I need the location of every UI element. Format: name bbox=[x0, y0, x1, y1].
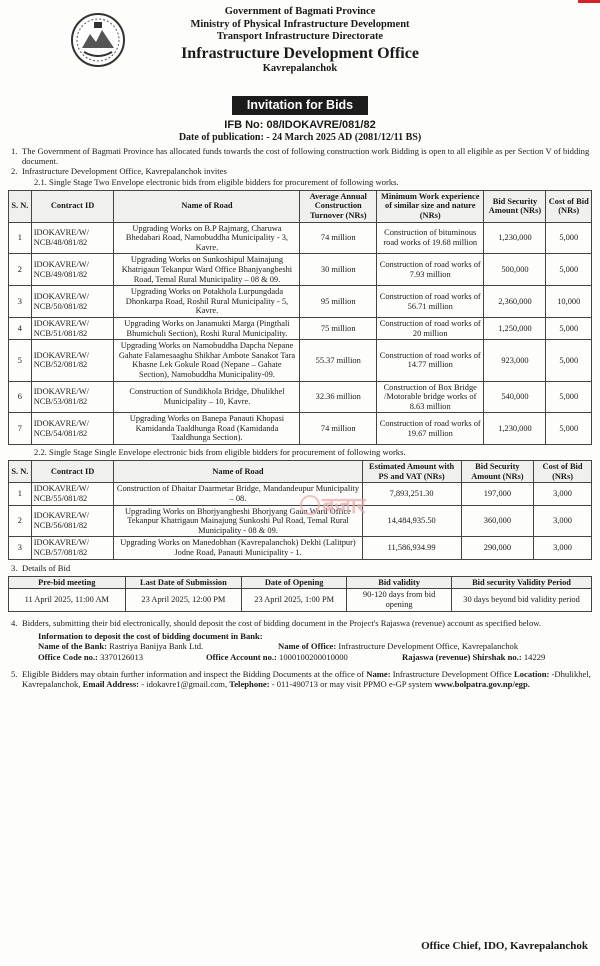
table-row bbox=[9, 340, 592, 381]
table-row bbox=[9, 505, 592, 537]
paragraph-5 bbox=[8, 669, 592, 689]
table-row bbox=[9, 381, 592, 413]
table-cell: 1,230,000 bbox=[484, 222, 546, 254]
table-cell: 7 bbox=[9, 413, 32, 445]
column-header: Estimated Amount with PS and VAT (NRs) bbox=[362, 461, 461, 483]
table-cell: 5,000 bbox=[546, 222, 592, 254]
table-cell: 10,000 bbox=[546, 286, 592, 318]
email-value: - idokavre1@gmail.com, bbox=[139, 678, 230, 689]
para-text: Details of Bid bbox=[22, 562, 71, 573]
table-header-row bbox=[9, 461, 592, 483]
table-cell: 2 bbox=[9, 254, 32, 286]
para-text: Infrastructure Development Office, Kavrepalanchok invites bbox=[22, 166, 227, 177]
table-cell: 5,000 bbox=[546, 340, 592, 381]
table-cell: Construction of road works of 20 million bbox=[376, 317, 484, 339]
para-number: 5. bbox=[11, 668, 18, 679]
bank-row-1 bbox=[38, 641, 592, 652]
email-label: Email Address: bbox=[82, 678, 140, 689]
para-number: 2. bbox=[11, 166, 18, 177]
table-cell: Upgrading Works on B.P Rajmarg, Charuwa Bhedabari Road, Namobuddha Municipality - 3, Kavre. bbox=[114, 222, 300, 254]
directorate-name: Transport Infrastructure Directorate bbox=[216, 31, 384, 42]
table-cell: 3,000 bbox=[534, 537, 592, 559]
table-cell: 923,000 bbox=[484, 340, 546, 381]
table-cell: IDOKAVRE/W/ NCB/55/081/82 bbox=[31, 483, 114, 505]
para-number: 3. bbox=[11, 562, 18, 573]
table-cell: 5 bbox=[9, 340, 32, 381]
invitation-banner: Invitation for Bids bbox=[232, 96, 368, 115]
name-label: Name: bbox=[366, 668, 391, 679]
ifb-number: IFB No: 08/IDOKAVRE/081/82 bbox=[224, 119, 376, 131]
paragraph-1 bbox=[8, 146, 592, 166]
column-header: Bid validity bbox=[347, 576, 452, 589]
egp-link[interactable]: www.bolpatra.gov.np/egp. bbox=[434, 678, 530, 689]
table-cell: 500,000 bbox=[484, 254, 546, 286]
table-cell: 290,000 bbox=[461, 537, 533, 559]
table-cell: Construction of road works of 56.71 million bbox=[376, 286, 484, 318]
bank-name-value: Rastriya Banijya Bank Ltd. bbox=[109, 641, 204, 652]
table-cell: 23 April 2025, 12:00 PM bbox=[125, 589, 242, 611]
header bbox=[8, 6, 592, 92]
signature-line: Office Chief, IDO, Kavrepalanchok bbox=[421, 940, 588, 952]
table-cell: 32.36 million bbox=[300, 381, 376, 413]
table-cell: Upgrading Works on Potakhola Lurpungdada Dhonkarpa Road, Roshil Rural Municipality - 5, Kavre. bbox=[114, 286, 300, 318]
column-header: Cost of Bid (NRs) bbox=[546, 190, 592, 222]
gov-name: Government of Bagmati Province bbox=[224, 6, 376, 17]
table-cell: 1,230,000 bbox=[484, 413, 546, 445]
office-code-label: Office Code no.: bbox=[38, 651, 98, 662]
column-header: Contract ID bbox=[31, 461, 114, 483]
table-cell: 95 million bbox=[300, 286, 376, 318]
table-cell: IDOKAVRE/W/ NCB/49/081/82 bbox=[31, 254, 114, 286]
paragraph-3 bbox=[8, 563, 592, 573]
account-label: Office Account no.: bbox=[206, 651, 277, 662]
column-header: Minimum Work experience of similar size and nature (NRs) bbox=[376, 190, 484, 222]
office-name-value: Infrastructure Development Office, Kavrepalanchok bbox=[338, 641, 519, 652]
table-cell: 6 bbox=[9, 381, 32, 413]
bank-info bbox=[8, 631, 592, 663]
column-header: Name of Road bbox=[114, 190, 300, 222]
para-text: -Dhulikhel, Kavrepalanchok, bbox=[22, 668, 591, 689]
para-number: 1. bbox=[11, 146, 18, 156]
table-cell: Upgrading Works on Sunkoshipul Mainajung Khatrigaun Tekanpur Ward Office Bhanjyangbeshi Road, Temal Rural Municipality – 08 & 09. bbox=[114, 254, 300, 286]
table-row bbox=[9, 537, 592, 559]
column-header: Bid security Validity Period bbox=[452, 576, 592, 589]
table-cell: 3 bbox=[9, 537, 32, 559]
table-cell: IDOKAVRE/W/ NCB/57/081/82 bbox=[31, 537, 114, 559]
bank-info-title: Information to deposit the cost of bidding document in Bank: bbox=[38, 630, 263, 641]
table-cell: 11,586,934.99 bbox=[362, 537, 461, 559]
table-row bbox=[9, 286, 592, 318]
table-cell: 5,000 bbox=[546, 254, 592, 286]
table-cell: 3,000 bbox=[534, 483, 592, 505]
para-text: Eligible Bidders may obtain further information and inspect the Bidding Documents at the office of bbox=[22, 668, 367, 679]
two-envelope-table bbox=[8, 190, 592, 445]
bank-name-label: Name of the Bank: bbox=[38, 641, 107, 652]
district-name: Kavrepalanchok bbox=[262, 62, 338, 74]
bank-row-2 bbox=[38, 652, 592, 663]
table-cell: 1,250,000 bbox=[484, 317, 546, 339]
location-label: Location: bbox=[514, 668, 550, 679]
table-cell: IDOKAVRE/W/ NCB/51/081/82 bbox=[31, 317, 114, 339]
table-cell: 360,000 bbox=[461, 505, 533, 537]
table-row bbox=[9, 413, 592, 445]
table-row bbox=[9, 483, 592, 505]
table-cell: IDOKAVRE/W/ NCB/52/081/82 bbox=[31, 340, 114, 381]
table-cell: 3 bbox=[9, 286, 32, 318]
column-header: Bid Security Amount (NRs) bbox=[484, 190, 546, 222]
publication-date: Date of publication: - 24 March 2025 AD (2081/12/11 BS) bbox=[178, 132, 422, 143]
watermark-text: बजार bbox=[322, 494, 366, 519]
table-row bbox=[9, 222, 592, 254]
para-text: Infrastructure Development Office bbox=[390, 668, 515, 679]
table-cell: 2,360,000 bbox=[484, 286, 546, 318]
table-cell: IDOKAVRE/W/ NCB/53/081/82 bbox=[31, 381, 114, 413]
table-row bbox=[9, 254, 592, 286]
table-cell: Upgrading Works on Bhorjyangbeshi Bhorjyang Gaun Ward Office Tekanpur Khatrigaun Mainajung Sunkoshi Pul Road, Temal Rural Municipality - 08 & 09. bbox=[114, 505, 362, 537]
table-cell: 74 million bbox=[300, 413, 376, 445]
column-header: Average Annual Construction Turnover (NRs) bbox=[300, 190, 376, 222]
table-cell: Upgrading Works on Banepa Panauti Khopasi Kamidanda Taaldhunga Road (Kamidanda Taaldhunga Section). bbox=[114, 413, 300, 445]
table-cell: 1 bbox=[9, 483, 32, 505]
table-cell: 3,000 bbox=[534, 505, 592, 537]
table-cell: 2 bbox=[9, 505, 32, 537]
table-cell: 4 bbox=[9, 317, 32, 339]
column-header: Bid Security Amount (NRs) bbox=[461, 461, 533, 483]
para-number: 4. bbox=[11, 617, 18, 628]
section-2-2: 2.2. Single Stage Single Envelope electronic bids from eligible bidders for procurement of following works. bbox=[34, 447, 406, 458]
table-cell: Construction of road works of 14.77 million bbox=[376, 340, 484, 381]
table-row bbox=[9, 317, 592, 339]
table-cell: 14,484,935.50 bbox=[362, 505, 461, 537]
table-cell: Construction of bituminous road works of 19.68 million bbox=[376, 222, 484, 254]
para-text: The Government of Bagmati Province has allocated funds towards the cost of following construction work Bidding is open to all eligible as per Section V of bidding document. bbox=[22, 146, 590, 167]
table-cell: 30 days beyond bid validity period bbox=[452, 589, 592, 611]
table-cell: Construction of road works of 19.67 million bbox=[376, 413, 484, 445]
table-cell: Upgrading Works on Manedobhan (Kavrepalanchok) Dekhi (Lalitpur) Jodne Road, Panauti Municipality - 1. bbox=[114, 537, 362, 559]
account-value: 1000100200010000 bbox=[279, 651, 348, 662]
table-row bbox=[9, 589, 592, 611]
table-cell: IDOKAVRE/W/ NCB/54/081/82 bbox=[31, 413, 114, 445]
paragraph-4 bbox=[8, 618, 592, 628]
column-header: Contract ID bbox=[31, 190, 114, 222]
table-cell: 540,000 bbox=[484, 381, 546, 413]
table-cell: IDOKAVRE/W/ NCB/56/081/82 bbox=[31, 505, 114, 537]
table-cell: 55.37 million bbox=[300, 340, 376, 381]
table-cell: 23 April 2025, 1:00 PM bbox=[242, 589, 347, 611]
table-cell: Construction of Box Bridge /Motorable bridge works of 8.63 million bbox=[376, 381, 484, 413]
table-cell: 75 million bbox=[300, 317, 376, 339]
table-cell: 1 bbox=[9, 222, 32, 254]
table-cell: 7,893,251.30 bbox=[362, 483, 461, 505]
table-cell: IDOKAVRE/W/ NCB/48/081/82 bbox=[31, 222, 114, 254]
column-header: Date of Opening bbox=[242, 576, 347, 589]
table-header-row bbox=[9, 576, 592, 589]
office-code-value: 3370126013 bbox=[100, 651, 144, 662]
table-cell: 5,000 bbox=[546, 381, 592, 413]
table-cell: 197,000 bbox=[461, 483, 533, 505]
table-cell: Construction of road works of 7.93 million bbox=[376, 254, 484, 286]
table-cell: Construction of Dhaitar Daarmetar Bridge, Mandandeupur Municipality – 08. bbox=[114, 483, 362, 505]
column-header: Cost of Bid (NRs) bbox=[534, 461, 592, 483]
paragraph-2 bbox=[8, 166, 592, 176]
telephone-label: Telephone: bbox=[229, 678, 270, 689]
para-text: Bidders, submitting their bid electronically, should deposit the cost of bidding document in the Project's Rajaswa (revenue) account as specified below. bbox=[22, 617, 542, 628]
column-header: Name of Road bbox=[114, 461, 362, 483]
column-header: S. N. bbox=[9, 461, 32, 483]
para-text: - 011-490713 or may visit PPMO e-GP system bbox=[269, 678, 435, 689]
table-cell: IDOKAVRE/W/ NCB/50/081/82 bbox=[31, 286, 114, 318]
column-header: Last Date of Submission bbox=[125, 576, 242, 589]
table-cell: 11 April 2025, 11:00 AM bbox=[9, 589, 126, 611]
office-name-label: Name of Office: bbox=[278, 641, 337, 652]
ministry-name: Ministry of Physical Infrastructure Development bbox=[190, 18, 410, 30]
office-title: Infrastructure Development Office bbox=[181, 44, 419, 62]
column-header: S. N. bbox=[9, 190, 32, 222]
bid-details-table bbox=[8, 576, 592, 612]
table-cell: Upgrading Works on Namobuddha Dapcha Nepane Gahate Falamesaaghu Shikhar Ambote Sanakot Tara Khasne Lek Gokule Road (Nepane – Gahate Section), Namobuddha Municipality-09. bbox=[114, 340, 300, 381]
table-cell: 30 million bbox=[300, 254, 376, 286]
table-cell: 74 million bbox=[300, 222, 376, 254]
revenue-value: 14229 bbox=[523, 651, 546, 662]
table-cell: Construction of Sundikhola Bridge, Dhulikhel Municipality – 10, Kavre. bbox=[114, 381, 300, 413]
nepal-emblem-icon bbox=[70, 12, 126, 68]
table-header-row bbox=[9, 190, 592, 222]
section-2-1: 2.1. Single Stage Two Envelope electronic bids from eligible bidders for procurement of following works. bbox=[34, 176, 399, 187]
column-header: Pre-bid meeting bbox=[9, 576, 126, 589]
revenue-label: Rajaswa (revenue) Shirshak no.: bbox=[402, 651, 522, 662]
table-cell: 5,000 bbox=[546, 413, 592, 445]
table-cell: Upgrading Works on Janamukti Marga (Pingthali Bhumichuli Section), Roshi Rural Municipality. bbox=[114, 317, 300, 339]
table-cell: 5,000 bbox=[546, 317, 592, 339]
table-cell: 90-120 days from bid opening bbox=[347, 589, 452, 611]
single-envelope-table bbox=[8, 460, 592, 559]
